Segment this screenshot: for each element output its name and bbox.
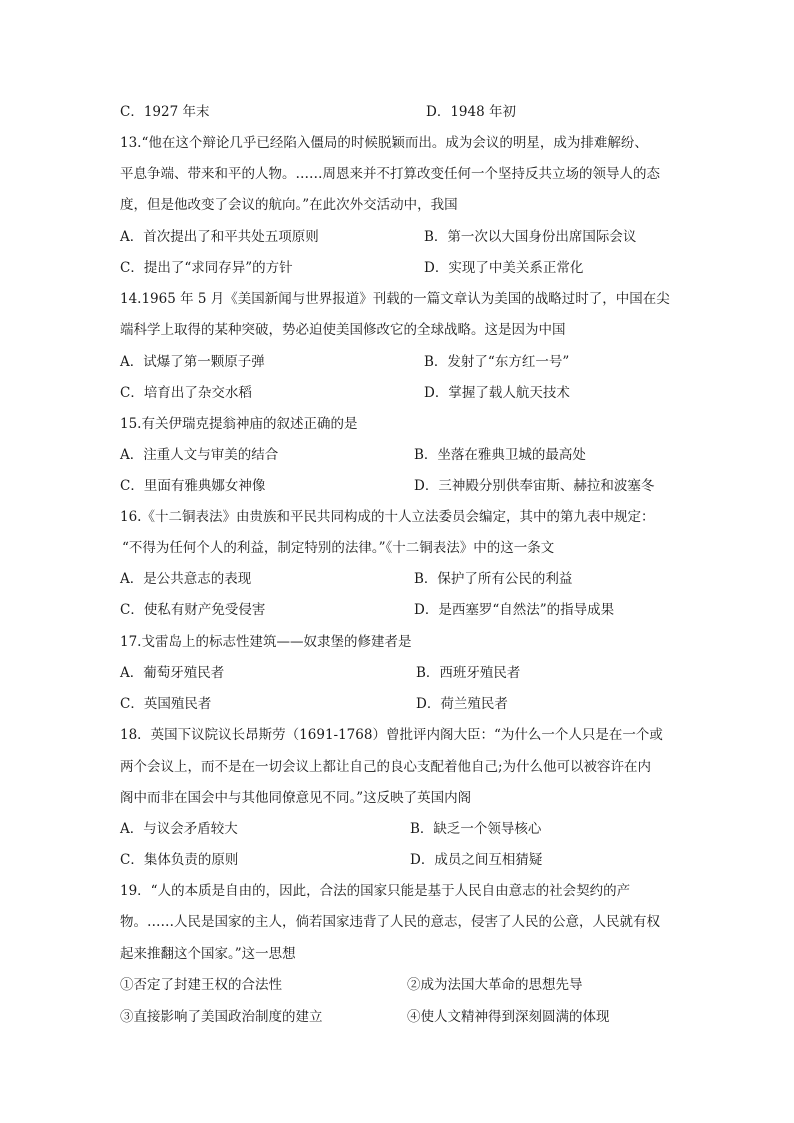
q13-stem-line-1: 13.“他在这个辩论几乎已经陷入僵局的时候脱颖而出。成为会议的明星，成为排难解纷、 [120,135,648,151]
q19-option-1: ①否定了封建王权的合法性 [120,977,282,993]
q13-option-a: A．首次提出了和平共处五项原则 [120,229,319,245]
q14-option-a: A．试爆了第一颗原子弹 [120,354,265,370]
q15-option-c: C．里面有雅典娜女神像 [120,478,266,494]
q15-stem-line-1: 15.有关伊瑞克提翁神庙的叙述正确的是 [120,416,358,432]
q17-option-a: A．葡萄牙殖民者 [120,665,225,681]
q16-option-c: C．使私有财产免受侵害 [120,602,266,618]
q13-stem-line-3: 度，但是他改变了会议的航向。”在此次外交活动中，我国 [120,197,458,213]
q19-option-4: ④使人文精神得到深刻圆满的体现 [407,1009,610,1025]
q14-option-b: B．发射了“东方红一号” [424,354,570,370]
q14-stem-line-2: 端科学上取得的某种突破，势必迫使美国修改它的全球战略。这是因为中国 [120,322,566,338]
q15-option-d: D．三神殿分别供奉宙斯、赫拉和波塞冬 [414,478,655,494]
q15-option-b: B．坐落在雅典卫城的最高处 [414,447,586,463]
q14-option-d: D．掌握了载人航天技术 [424,385,570,401]
q19-stem-line-1: 19．“人的本质是自由的，因此，合法的国家只能是基于人民自由意志的社会契约的产 [120,883,631,899]
q17-option-b: B．西班牙殖民者 [416,665,521,681]
q17-stem-line-1: 17.戈雷岛上的标志性建筑——奴隶堡的修建者是 [120,634,412,650]
q14-stem-line-1: 14.1965 年 5 月《美国新闻与世界报道》刊载的一篇文章认为美国的战略过时了，中国在尖 [120,291,670,307]
q16-option-b: B．保护了所有公民的利益 [414,571,573,587]
q17-option-c: C．英国殖民者 [120,696,212,712]
q18-option-c: C．集体负责的原则 [120,852,239,868]
q14-option-c: C．培育出了杂交水稻 [120,385,252,401]
q16-stem-line-1: 16.《十二铜表法》由贵族和平民共同构成的十人立法委员会编定，其中的第九表中规定： [120,509,655,525]
q12-option-c: C．1927 年末 [120,104,210,120]
q18-stem-line-3: 阁中而非在国会中与其他同僚意见不同。”这反映了英国内阁 [120,790,472,806]
q18-option-a: A．与议会矛盾较大 [120,821,238,837]
q19-option-3: ③直接影响了美国政治制度的建立 [120,1009,323,1025]
q18-stem-line-1: 18．英国下议院议长昂斯劳（1691-1768）曾批评内阁大臣：“为什么一个人只是在一个或 [120,727,663,743]
q12-option-d: D．1948 年初 [426,104,516,120]
q13-option-c: C．提出了“求同存异”的方针 [120,260,293,276]
q17-option-d: D．荷兰殖民者 [416,696,508,712]
q16-stem-line-2: “不得为任何个人的利益，制定特别的法律。”《十二铜表法》中的这一条文 [122,540,555,556]
q13-stem-line-2: 平息争端、带来和平的人物。……周恩来并不打算改变任何一个坚持反共立场的领导人的态 [120,166,660,182]
q18-option-d: D．成员之间互相猜疑 [410,852,543,868]
q19-stem-line-3: 起来推翻这个国家。”这一思想 [120,946,296,962]
q16-option-d: D．是西塞罗“自然法”的指导成果 [414,602,615,618]
q15-option-a: A．注重人文与审美的结合 [120,447,279,463]
q18-option-b: B．缺乏一个领导核心 [410,821,542,837]
q13-option-d: D．实现了中美关系正常化 [424,260,584,276]
q19-option-2: ②成为法国大革命的思想先导 [407,977,583,993]
q19-stem-line-2: 物。……人民是国家的主人，倘若国家违背了人民的意志，侵害了人民的公意，人民就有权 [120,914,660,930]
q16-option-a: A．是公共意志的表现 [120,571,252,587]
q13-option-b: B．第一次以大国身份出席国际会议 [424,229,637,245]
q18-stem-line-2: 两个会议上，而不是在一切会议上都让自己的良心支配着他自己;为什么他可以被容许在内 [120,759,652,775]
